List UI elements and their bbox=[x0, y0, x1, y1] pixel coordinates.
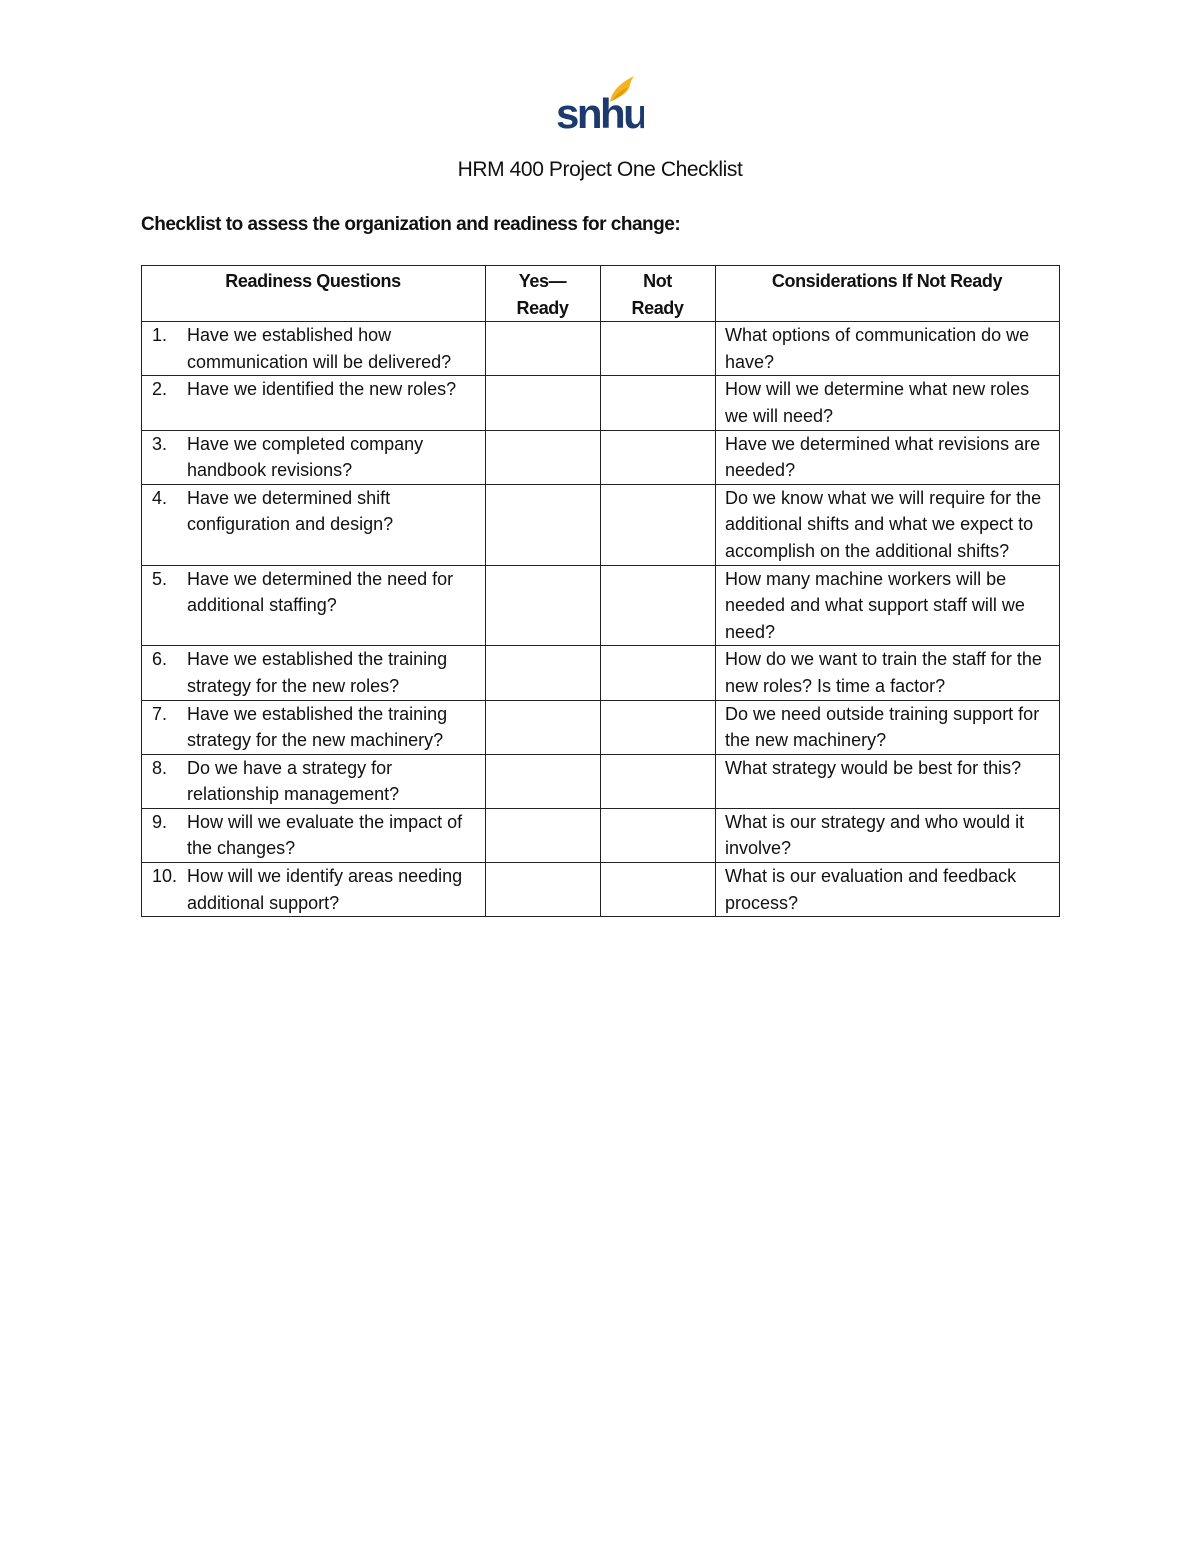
consideration-text: Have we determined what revisions are needed? bbox=[725, 433, 1041, 481]
question-cell bbox=[142, 322, 486, 376]
table-row bbox=[142, 484, 1060, 565]
question-cell bbox=[142, 484, 486, 565]
not-ready-cell[interactable] bbox=[601, 376, 716, 430]
question-number: 8. bbox=[152, 757, 168, 778]
question-number: 6. bbox=[152, 649, 168, 670]
yes-ready-cell[interactable] bbox=[486, 376, 601, 430]
not-ready-cell[interactable] bbox=[601, 484, 716, 565]
table-row bbox=[142, 754, 1060, 808]
consideration-text: Do we need outside training support for the new machinery? bbox=[725, 703, 1040, 751]
yes-ready-cell[interactable] bbox=[486, 700, 601, 754]
consideration-text: Do we know what we will require for the additional shifts and what we expect to accomplish on the additional shifts? bbox=[725, 487, 1042, 561]
document-title: HRM 400 Project One Checklist bbox=[457, 158, 743, 181]
snhu-logo-graphic bbox=[552, 72, 644, 134]
consideration-text: How will we determine what new roles we will need? bbox=[725, 379, 1030, 426]
consideration-cell bbox=[716, 565, 1060, 646]
not-ready-cell[interactable] bbox=[601, 754, 716, 808]
question-text: Have we determined shift configuration and design? bbox=[187, 487, 394, 535]
question-cell bbox=[142, 754, 486, 808]
header-yes-line2: Ready bbox=[516, 297, 569, 318]
table-row bbox=[142, 322, 1060, 376]
table-row bbox=[142, 430, 1060, 484]
table-row bbox=[142, 808, 1060, 862]
question-number: 1. bbox=[152, 325, 168, 346]
consideration-text: What strategy would be best for this? bbox=[725, 757, 1022, 778]
svg-text:snhu: snhu bbox=[556, 90, 644, 134]
snhu-logo bbox=[552, 72, 644, 134]
question-number: 2. bbox=[152, 379, 168, 400]
consideration-text: How do we want to train the staff for the new roles? Is time a factor? bbox=[725, 649, 1042, 696]
question-number: 9. bbox=[152, 811, 168, 832]
checklist-subtitle: Checklist to assess the organization and readiness for change: bbox=[141, 214, 681, 235]
yes-ready-cell[interactable] bbox=[486, 646, 601, 700]
header-not-ready bbox=[601, 266, 716, 322]
question-text: Have we established the training strategy for the new roles? bbox=[187, 649, 448, 696]
consideration-cell bbox=[716, 430, 1060, 484]
consideration-text: What is our evaluation and feedback process? bbox=[725, 866, 1017, 913]
consideration-cell bbox=[716, 700, 1060, 754]
question-text: How will we evaluate the impact of the changes? bbox=[187, 811, 463, 859]
question-cell bbox=[142, 376, 486, 430]
header-not-line1: Not bbox=[643, 271, 672, 291]
question-cell bbox=[142, 808, 486, 862]
table-row bbox=[142, 646, 1060, 700]
question-number: 4. bbox=[152, 487, 168, 508]
question-number: 5. bbox=[152, 568, 168, 589]
question-cell bbox=[142, 565, 486, 646]
question-number: 3. bbox=[152, 433, 168, 454]
question-cell bbox=[142, 700, 486, 754]
header-yes-line1: Yes— bbox=[518, 271, 567, 291]
not-ready-cell[interactable] bbox=[601, 322, 716, 376]
not-ready-cell[interactable] bbox=[601, 863, 716, 917]
not-ready-cell[interactable] bbox=[601, 565, 716, 646]
question-text: Have we completed company handbook revisions? bbox=[187, 433, 424, 481]
consideration-text: What is our strategy and who would it involve? bbox=[725, 811, 1025, 859]
consideration-text: What options of communication do we have? bbox=[725, 325, 1030, 372]
not-ready-cell[interactable] bbox=[601, 700, 716, 754]
consideration-cell bbox=[716, 754, 1060, 808]
readiness-checklist-table bbox=[141, 265, 1060, 917]
question-text: Have we determined the need for additional staffing? bbox=[187, 568, 454, 616]
table-row bbox=[142, 863, 1060, 917]
question-cell bbox=[142, 863, 486, 917]
not-ready-cell[interactable] bbox=[601, 646, 716, 700]
table-header-row bbox=[142, 266, 1060, 322]
consideration-cell bbox=[716, 376, 1060, 430]
header-not-line2: Ready bbox=[631, 297, 684, 318]
header-considerations-label: Considerations If Not Ready bbox=[771, 271, 1003, 291]
yes-ready-cell[interactable] bbox=[486, 754, 601, 808]
not-ready-cell[interactable] bbox=[601, 430, 716, 484]
table-row bbox=[142, 700, 1060, 754]
question-number: 7. bbox=[152, 703, 168, 724]
question-text: Have we identified the new roles? bbox=[187, 379, 457, 400]
table-row bbox=[142, 565, 1060, 646]
yes-ready-cell[interactable] bbox=[486, 863, 601, 917]
yes-ready-cell[interactable] bbox=[486, 430, 601, 484]
header-considerations bbox=[716, 266, 1060, 322]
consideration-cell bbox=[716, 484, 1060, 565]
yes-ready-cell[interactable] bbox=[486, 484, 601, 565]
yes-ready-cell[interactable] bbox=[486, 808, 601, 862]
question-cell bbox=[142, 646, 486, 700]
table-row bbox=[142, 376, 1060, 430]
header-question-label: Readiness Questions bbox=[225, 271, 401, 291]
question-text: Have we established the training strategy for the new machinery? bbox=[187, 703, 448, 751]
question-number: 10. bbox=[152, 866, 178, 887]
question-text: Do we have a strategy for relationship management? bbox=[187, 757, 400, 805]
yes-ready-cell[interactable] bbox=[486, 565, 601, 646]
consideration-cell bbox=[716, 863, 1060, 917]
not-ready-cell[interactable] bbox=[601, 808, 716, 862]
yes-ready-cell[interactable] bbox=[486, 322, 601, 376]
consideration-cell bbox=[716, 646, 1060, 700]
consideration-cell bbox=[716, 322, 1060, 376]
question-cell bbox=[142, 430, 486, 484]
header-readiness-questions bbox=[142, 266, 486, 322]
header-yes-ready bbox=[486, 266, 601, 322]
consideration-cell bbox=[716, 808, 1060, 862]
consideration-text: How many machine workers will be needed and what support staff will we need? bbox=[725, 568, 1025, 642]
table-body bbox=[142, 322, 1060, 917]
question-text: Have we established how communication will be delivered? bbox=[187, 325, 452, 372]
question-text: How will we identify areas needing additional support? bbox=[187, 866, 463, 913]
